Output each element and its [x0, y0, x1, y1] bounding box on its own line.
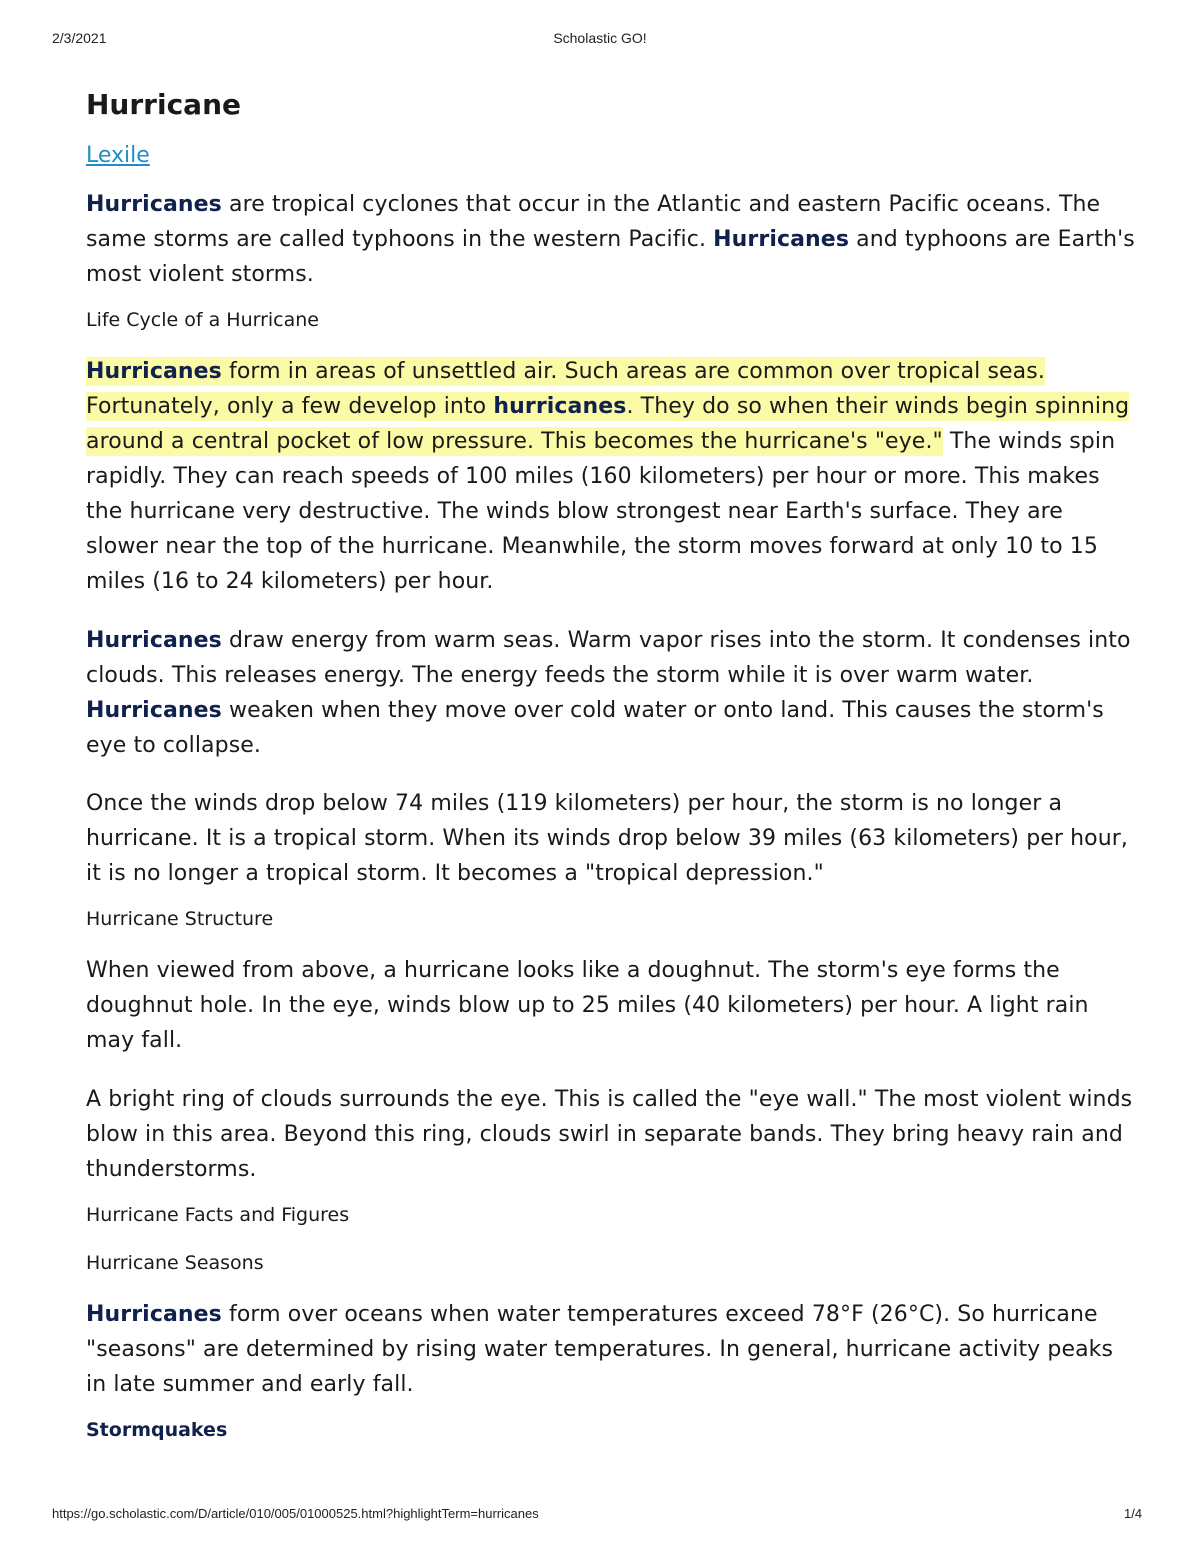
- paragraph-intro: [86, 187, 1136, 292]
- paragraph-structure-eye: When viewed from above, a hurricane looks like a doughnut. The storm's eye forms the doughnut hole. In the eye, winds blow up to 25 miles (40 kilometers) per hour. A light rain may fall.: [86, 958, 1089, 1053]
- paragraph-energy: [86, 623, 1136, 763]
- term-bold: Hurricanes: [86, 1302, 222, 1327]
- print-url: https://go.scholastic.com/D/article/010/005/01000525.html?highlightTerm=hurricanes: [52, 1506, 539, 1521]
- paragraph-weakening: Once the winds drop below 74 miles (119 kilometers) per hour, the storm is no longer a hurricane. It is a tropical storm. When its winds drop below 39 miles (63 kilometers) per hour, it is no longer a tropical storm. It becomes a "tropical depression.": [86, 791, 1129, 886]
- print-site-title: Scholastic GO!: [553, 30, 647, 46]
- term-bold: hurricanes: [493, 394, 627, 419]
- article-title: Hurricane: [86, 88, 241, 121]
- text: and typhoons are Earth's most violent storms.: [86, 227, 1135, 287]
- subheading-seasons: Hurricane Seasons: [86, 1252, 264, 1274]
- text: . They do so when their winds begin spinning around a central pocket of low pressure. This becomes the hurricane's "eye.": [86, 394, 1130, 454]
- paragraph-structure-eyewall: A bright ring of clouds surrounds the eye. This is called the "eye wall." The most violent winds blow in this area. Beyond this ring, clouds swirl in separate bands. They bring heavy rain and thunderstorms.: [86, 1087, 1133, 1182]
- text: draw energy from warm seas. Warm vapor rises into the storm. It condenses into clouds. This releases energy. The energy feeds the storm while it is over warm water.: [86, 628, 1131, 688]
- term-bold: Hurricanes: [86, 698, 222, 723]
- text: The winds spin rapidly. They can reach speeds of 100 miles (160 kilometers) per hour or more. This makes the hurricane very destructive. The winds blow strongest near Earth's surface. They are slower near the top of the hurricane. Meanwhile, the storm moves forward at only 10 to 15 miles (16 to 24 kilometers) per hour.: [86, 429, 1116, 594]
- page-number: 1/4: [1124, 1506, 1143, 1521]
- paragraph-seasons: [86, 1297, 1136, 1402]
- term-bold: Hurricanes: [86, 359, 222, 384]
- text: form over oceans when water temperatures exceed 78°F (26°C). So hurricane "seasons" are determined by rising water temperatures. In general, hurricane activity peaks in late summer and early fall.: [86, 1302, 1114, 1397]
- term-bold: Hurricanes: [713, 227, 850, 252]
- lexile-link[interactable]: Lexile: [86, 143, 150, 168]
- term-bold: Hurricanes: [86, 192, 222, 217]
- term-bold: Hurricanes: [86, 628, 222, 653]
- text: are tropical cyclones that occur in the Atlantic and eastern Pacific oceans. The same storms are called typhoons in the western Pacific.: [86, 192, 1101, 252]
- article: [86, 86, 1136, 1445]
- text: form in areas of unsettled air. Such areas are common over tropical seas. Fortunately, only a few develop into: [86, 359, 1045, 419]
- subheading-facts: Hurricane Facts and Figures: [86, 1204, 350, 1226]
- subheading-stormquakes: Stormquakes: [86, 1419, 228, 1441]
- print-date: 2/3/2021: [52, 30, 107, 46]
- text: weaken when they move over cold water or onto land. This causes the storm's eye to collapse.: [86, 698, 1104, 758]
- subheading-life-cycle: Life Cycle of a Hurricane: [86, 309, 320, 331]
- paragraph-life-cycle: [86, 354, 1136, 599]
- subheading-structure: Hurricane Structure: [86, 908, 274, 930]
